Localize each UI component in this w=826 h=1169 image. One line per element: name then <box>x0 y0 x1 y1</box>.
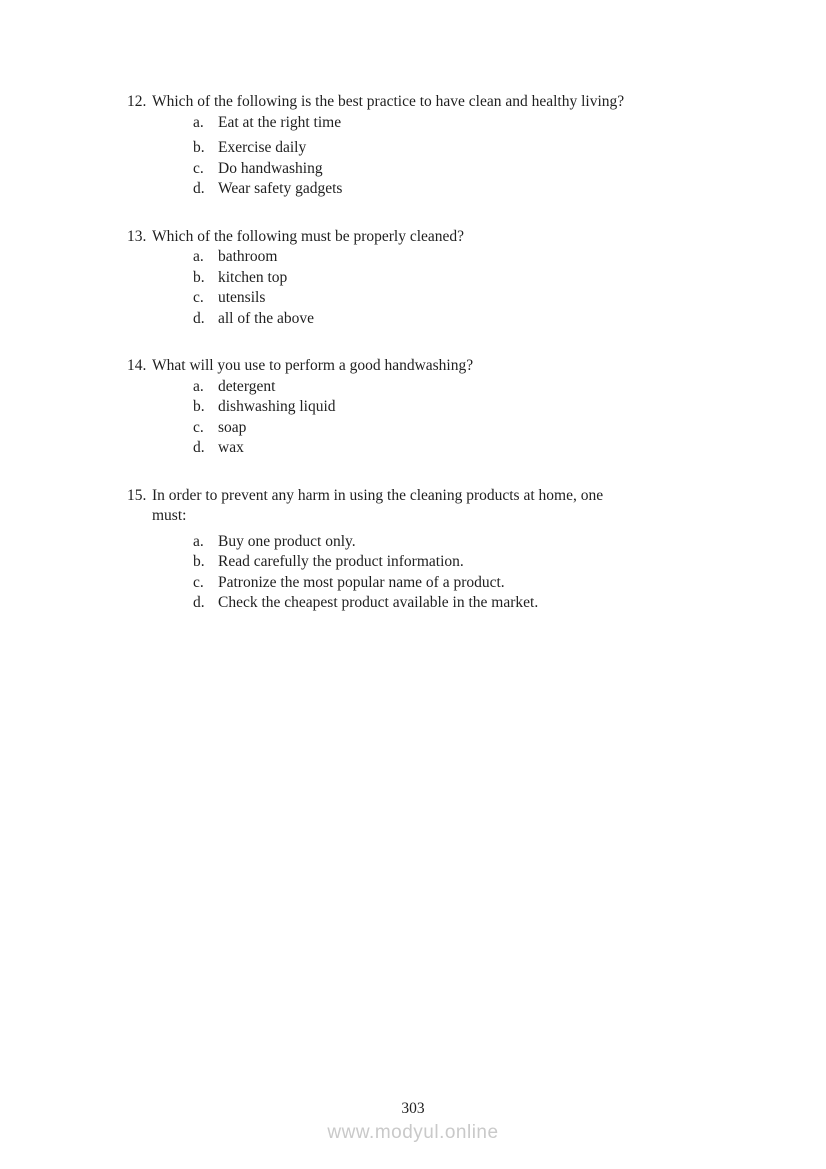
option-14b-text: dishwashing liquid <box>218 398 336 415</box>
question-14-text: What will you use to perform a good handwashing? <box>152 357 474 374</box>
option-14c-letter: c. <box>193 418 204 436</box>
option-12d-text: Wear safety gadgets <box>218 180 343 197</box>
option-12d <box>193 179 727 200</box>
option-12c-text: Do handwashing <box>218 159 323 177</box>
question-15-text <box>152 486 722 527</box>
option-14c-text: soap <box>218 418 247 436</box>
question-12-text: Which of the following is the best practice to have clean and healthy living? <box>152 93 625 110</box>
option-12d-letter: d. <box>193 180 205 197</box>
option-13a-letter: a. <box>193 248 204 265</box>
question-13-text: Which of the following must be properly cleaned? <box>152 227 465 245</box>
quiz-content <box>127 92 727 641</box>
question-14-number: 14. <box>127 357 147 374</box>
option-13d-letter: d. <box>193 309 205 327</box>
option-15a <box>193 532 727 553</box>
option-15b-letter: b. <box>193 553 205 570</box>
option-13d-text: all of the above <box>218 309 314 327</box>
question-12-number: 12. <box>127 93 147 110</box>
question-15-options <box>193 532 727 614</box>
option-14a-text: detergent <box>218 377 276 395</box>
option-13b <box>193 268 727 289</box>
option-13b-letter: b. <box>193 268 205 286</box>
option-15b <box>193 552 727 573</box>
question-15-text-line-2: must: <box>152 507 187 524</box>
option-14d-text: wax <box>218 439 244 456</box>
question-15-text-line-1: In order to prevent any harm in using the cleaning products at home, one <box>152 486 604 504</box>
option-13c-text: utensils <box>218 289 266 306</box>
option-12a <box>193 113 727 134</box>
option-13d <box>193 309 727 330</box>
option-15c-text: Patronize the most popular name of a product. <box>218 573 505 591</box>
question-13-options <box>193 247 727 329</box>
option-14b-letter: b. <box>193 398 205 415</box>
question-13-number: 13. <box>127 227 147 245</box>
question-14-options <box>193 377 727 459</box>
option-14a-letter: a. <box>193 377 204 395</box>
option-12b <box>193 138 727 159</box>
option-15c <box>193 573 727 594</box>
question-13-line <box>127 227 727 248</box>
option-15b-text: Read carefully the product information. <box>218 553 464 570</box>
option-12a-text: Eat at the right time <box>218 113 342 131</box>
option-13c-letter: c. <box>193 289 204 306</box>
question-15-number: 15. <box>127 486 147 504</box>
question-12-options <box>193 113 727 200</box>
option-13a <box>193 247 727 268</box>
option-13b-text: kitchen top <box>218 268 288 286</box>
option-15a-text: Buy one product only. <box>218 532 356 550</box>
option-12a-letter: a. <box>193 113 204 131</box>
option-12c-letter: c. <box>193 159 204 177</box>
question-14-line <box>127 356 727 377</box>
page-number: 303 <box>401 1100 425 1117</box>
question-15 <box>127 486 727 614</box>
option-14b <box>193 397 727 418</box>
watermark-text: www.modyul.online <box>327 1122 499 1143</box>
option-14a <box>193 377 727 398</box>
option-15d <box>193 593 727 614</box>
option-14d <box>193 438 727 459</box>
option-12b-letter: b. <box>193 139 205 156</box>
option-12b-text: Exercise daily <box>218 139 307 156</box>
question-14 <box>127 356 727 459</box>
option-14d-letter: d. <box>193 439 205 456</box>
question-15-line <box>127 486 727 527</box>
question-12-line <box>127 92 727 113</box>
question-13 <box>127 227 727 330</box>
question-12 <box>127 92 727 200</box>
option-13a-text: bathroom <box>218 248 278 265</box>
option-12c <box>193 159 727 180</box>
option-14c <box>193 418 727 439</box>
option-15d-letter: d. <box>193 594 205 611</box>
option-15a-letter: a. <box>193 532 204 550</box>
option-13c <box>193 288 727 309</box>
option-15d-text: Check the cheapest product available in the market. <box>218 594 539 611</box>
option-15c-letter: c. <box>193 573 204 591</box>
